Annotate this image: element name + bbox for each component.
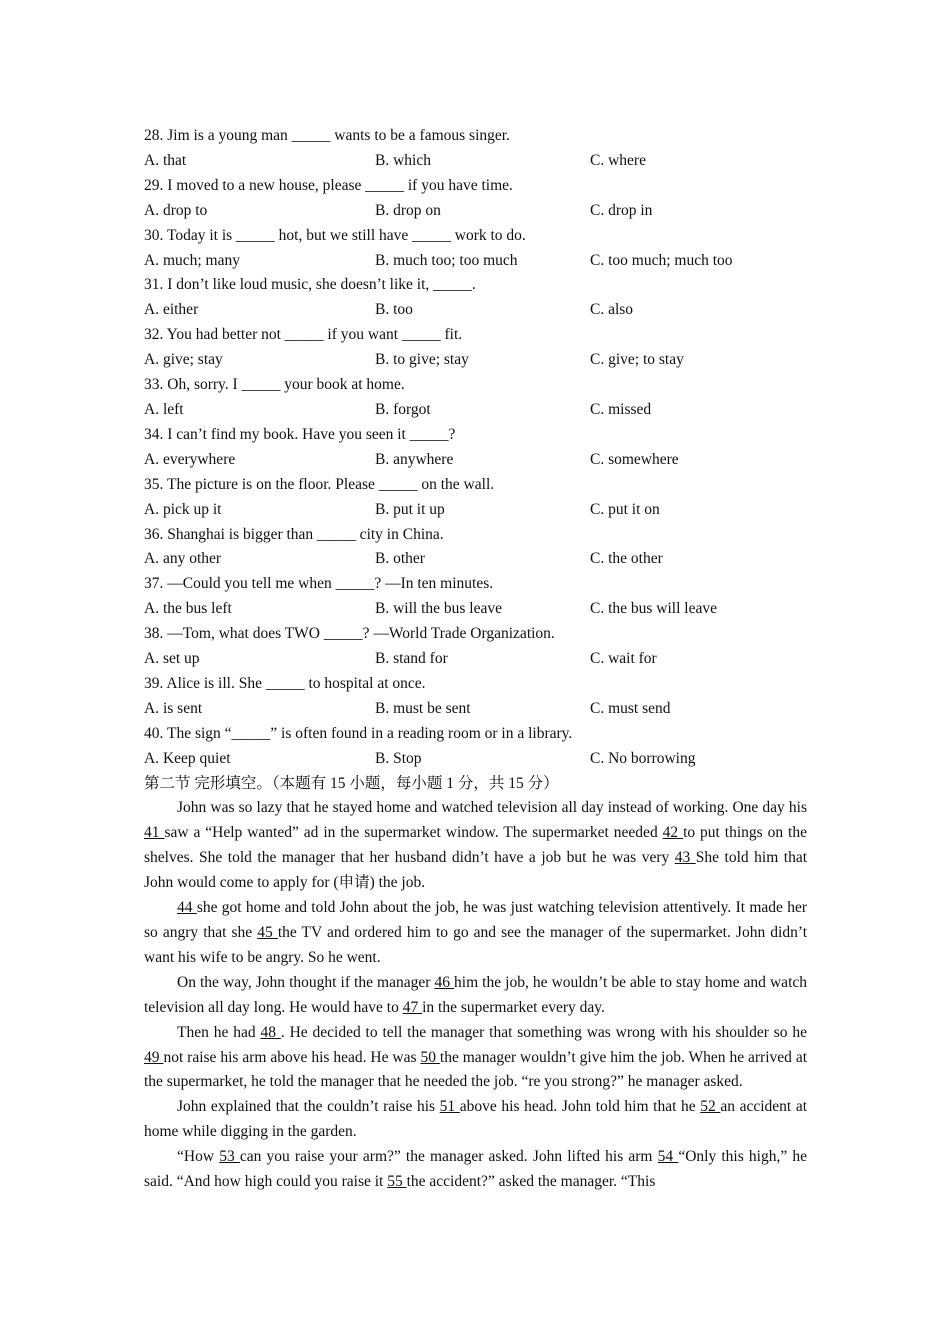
option-b: B. forgot bbox=[375, 400, 431, 418]
option-a: A. everywhere bbox=[144, 450, 236, 468]
question-stem: 32. You had better not _____ if you want _____ fit. bbox=[144, 326, 463, 344]
blank-number: 44 bbox=[177, 899, 197, 917]
passage-text: “How bbox=[177, 1148, 220, 1166]
option-b: B. anywhere bbox=[375, 450, 454, 468]
option-row bbox=[144, 697, 807, 722]
option-c: C. drop in bbox=[590, 201, 653, 219]
option-b: B. stand for bbox=[375, 650, 448, 668]
option-row bbox=[144, 647, 807, 672]
passage-text: to put things on the shelves. She told the manager that her husband didn’t have a job but he was very bbox=[144, 824, 807, 867]
option-c: C. the bus will leave bbox=[590, 600, 717, 618]
question-stem: 30. Today it is _____ hot, but we still have _____ work to do. bbox=[144, 226, 526, 244]
option-row bbox=[144, 398, 807, 423]
question-stem: 34. I can’t find my book. Have you seen it _____? bbox=[144, 425, 456, 443]
blank-number: 47 bbox=[402, 998, 423, 1016]
option-b: B. too bbox=[375, 301, 413, 319]
option-b: B. put it up bbox=[375, 500, 445, 518]
blank-number: 42 bbox=[662, 824, 684, 842]
option-a: A. give; stay bbox=[144, 351, 223, 369]
question-stem: 38. —Tom, what does TWO _____? —World Trade Organization. bbox=[144, 625, 555, 643]
blank-number: 49 bbox=[144, 1048, 164, 1066]
option-row bbox=[144, 348, 807, 373]
question-stem: 37. —Could you tell me when _____? —In ten minutes. bbox=[144, 575, 494, 593]
option-a: A. much; many bbox=[144, 251, 240, 269]
blank-number: 50 bbox=[420, 1048, 440, 1066]
passage-paragraph bbox=[144, 1145, 807, 1195]
passage-text: not raise his arm above his head. He was bbox=[163, 1048, 421, 1066]
passage-paragraph bbox=[144, 796, 807, 896]
option-row bbox=[144, 597, 807, 622]
passage-text: John explained that the couldn’t raise his bbox=[177, 1098, 440, 1116]
blank-number: 51 bbox=[439, 1098, 460, 1116]
option-b: B. which bbox=[375, 151, 431, 169]
exam-page bbox=[144, 124, 807, 1195]
passage-text: she got home and told John about the job, he was just watching television attentively. It made her so angry that she bbox=[144, 899, 808, 941]
option-c: C. missed bbox=[590, 400, 652, 418]
blank-number: 41 bbox=[144, 824, 165, 842]
passage-text: “Only this high,” he said. “And how high could you raise it bbox=[144, 1148, 807, 1191]
option-row bbox=[144, 199, 807, 224]
passage-text: the manager wouldn’t give him the job. When he arrived at the supermarket, he told the manager that he needed the job. “re you strong?” he manager asked. bbox=[144, 1048, 807, 1091]
option-c: C. where bbox=[590, 151, 646, 169]
option-row bbox=[144, 498, 807, 523]
question-list bbox=[144, 124, 807, 772]
option-c: C. somewhere bbox=[590, 450, 679, 468]
passage-text: the accident?” asked the manager. “This bbox=[406, 1173, 656, 1191]
passage-paragraph bbox=[144, 1095, 807, 1145]
option-c: C. wait for bbox=[590, 650, 657, 668]
option-c: C. give; to stay bbox=[590, 351, 684, 369]
passage-text: On the way, John thought if the manager bbox=[177, 973, 435, 991]
passage-paragraph bbox=[144, 896, 807, 971]
cloze-passage bbox=[144, 796, 807, 1195]
question-stem: 29. I moved to a new house, please _____ if you have time. bbox=[144, 176, 513, 194]
option-b: B. Stop bbox=[375, 749, 422, 767]
option-b: B. must be sent bbox=[375, 699, 471, 717]
passage-text: saw a “Help wanted” ad in the supermarket window. The supermarket needed bbox=[164, 824, 663, 842]
option-a: A. any other bbox=[144, 550, 222, 568]
blank-number: 55 bbox=[387, 1173, 407, 1191]
option-row bbox=[144, 547, 807, 572]
blank-number: 46 bbox=[434, 973, 455, 991]
option-b: B. to give; stay bbox=[375, 351, 469, 369]
passage-text: the TV and ordered him to go and see the manager of the supermarket. John didn’t want his wife to be angry. So he went. bbox=[144, 924, 808, 966]
option-b: B. drop on bbox=[375, 201, 441, 219]
question-stem: 28. Jim is a young man _____ wants to be a famous singer. bbox=[144, 127, 510, 144]
blank-number: 45 bbox=[257, 924, 278, 941]
option-a: A. Keep quiet bbox=[144, 749, 231, 767]
option-b: B. will the bus leave bbox=[375, 600, 502, 618]
option-a: A. drop to bbox=[144, 201, 208, 219]
question-stem: 31. I don’t like loud music, she doesn’t like it, _____. bbox=[144, 276, 476, 294]
option-row bbox=[144, 448, 807, 473]
question-stem: 33. Oh, sorry. I _____ your book at home. bbox=[144, 376, 405, 394]
option-row bbox=[144, 747, 807, 772]
question-stem: 39. Alice is ill. She _____ to hospital at once. bbox=[144, 674, 426, 692]
option-a: A. left bbox=[144, 400, 184, 418]
blank-number: 52 bbox=[700, 1098, 721, 1116]
option-a: A. pick up it bbox=[144, 500, 222, 518]
passage-paragraph bbox=[144, 971, 807, 1021]
option-c: C. too much; much too bbox=[590, 251, 733, 269]
passage-text: in the supermarket every day. bbox=[422, 998, 605, 1016]
blank-number: 53 bbox=[219, 1148, 240, 1166]
option-c: C. the other bbox=[590, 550, 663, 568]
option-a: A. set up bbox=[144, 650, 200, 668]
passage-text: him the job, he wouldn’t be able to stay home and watch television all day long. He would have to bbox=[144, 973, 808, 1016]
blank-number: 54 bbox=[657, 1148, 679, 1166]
passage-text: . He decided to tell the manager that something was wrong with his shoulder so he bbox=[280, 1023, 808, 1041]
option-row bbox=[144, 298, 807, 323]
option-a: A. either bbox=[144, 301, 199, 319]
option-b: B. much too; too much bbox=[375, 251, 518, 269]
option-c: C. also bbox=[590, 301, 634, 319]
option-row bbox=[144, 249, 807, 274]
option-c: C. No borrowing bbox=[590, 749, 696, 767]
question-stem: 40. The sign “_____” is often found in a reading room or in a library. bbox=[144, 724, 573, 742]
option-a: A. the bus left bbox=[144, 600, 232, 618]
passage-paragraph bbox=[144, 1021, 807, 1096]
option-c: C. put it on bbox=[590, 500, 660, 518]
option-b: B. other bbox=[375, 550, 425, 568]
option-a: A. that bbox=[144, 151, 187, 169]
passage-text: can you raise your arm?” the manager asked. John lifted his arm bbox=[239, 1148, 658, 1166]
section-heading: 第二节 完形填空。（本题有 15 小题，每小题 1 分，共 15 分） bbox=[144, 774, 559, 792]
option-row bbox=[144, 149, 807, 174]
passage-text: an accident at home while digging in the garden. bbox=[144, 1098, 807, 1141]
option-a: A. is sent bbox=[144, 699, 203, 717]
question-stem: 35. The picture is on the floor. Please _____ on the wall. bbox=[144, 475, 495, 493]
blank-number: 48 bbox=[260, 1023, 281, 1041]
blank-number: 43 bbox=[674, 849, 696, 867]
question-stem: 36. Shanghai is bigger than _____ city in China. bbox=[144, 525, 444, 543]
passage-text: John was so lazy that he stayed home and watched television all day instead of working. One day his bbox=[177, 799, 807, 817]
passage-text: Then he had bbox=[177, 1023, 261, 1041]
passage-text: She told him that John would come to apply for (申请) the job. bbox=[144, 849, 808, 892]
passage-text: above his head. John told him that he bbox=[459, 1098, 701, 1116]
option-c: C. must send bbox=[590, 699, 671, 717]
